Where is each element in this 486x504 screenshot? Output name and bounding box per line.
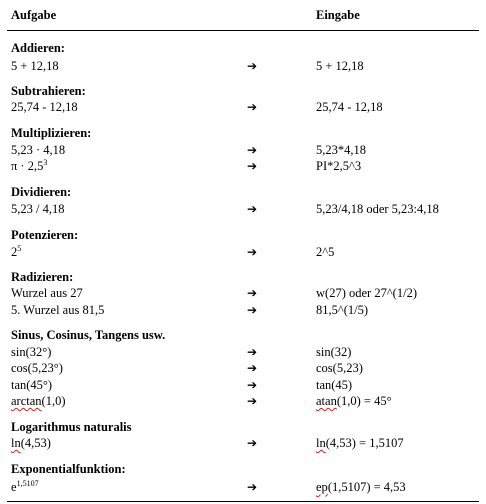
table-row	[0, 244, 486, 260]
table-row	[0, 302, 486, 318]
input-cell: 2^5	[316, 245, 335, 259]
section-title: Multiplizieren:	[11, 126, 92, 140]
section-title: Sinus, Cosinus, Tangens usw.	[11, 328, 166, 342]
input-rest: (1,0) = 45°	[336, 394, 392, 408]
arrow-icon: ➔	[247, 100, 258, 114]
input-cell: PI*2,5^3	[316, 159, 362, 173]
section-title-row	[0, 184, 486, 200]
section-title: Logarithmus naturalis	[11, 420, 132, 434]
table-row	[0, 142, 486, 158]
arrow-icon: ➔	[247, 361, 258, 375]
table-row	[0, 58, 486, 74]
header-input: Eingabe	[316, 8, 360, 22]
input-cell: 5,23/4,18 oder 5,23:4,18	[316, 202, 439, 216]
section-title-row	[0, 269, 486, 285]
input-cell: 25,74 - 12,18	[316, 100, 383, 114]
section-title: Subtrahieren:	[11, 84, 86, 98]
task-cell	[11, 393, 65, 409]
input-cell: 81,5^(1/5)	[316, 303, 369, 317]
table-row	[0, 360, 486, 376]
table-row	[0, 201, 486, 217]
input-cell: tan(45)	[316, 378, 353, 392]
section-title-row	[0, 83, 486, 99]
task-cell: 5. Wurzel aus 81,5	[11, 303, 105, 317]
table-row	[0, 435, 486, 451]
header-task: Aufgabe	[11, 8, 57, 22]
input-cell: 5 + 12,18	[316, 59, 364, 73]
table-row	[0, 99, 486, 115]
task-cell: 5,23 · 4,18	[11, 143, 66, 157]
task-cell: tan(45°)	[11, 378, 53, 392]
input-cell: 5,23*4,18	[316, 143, 366, 157]
section-title-row	[0, 40, 486, 56]
task-exponent: 3	[43, 158, 48, 167]
arrow-icon: ➔	[247, 436, 258, 450]
input-cell	[316, 435, 404, 451]
task-base: 2	[11, 245, 18, 259]
section-title: Dividieren:	[11, 185, 72, 199]
task-cell: sin(32°)	[11, 345, 52, 359]
task-rest: (1,0)	[41, 394, 66, 408]
section-title-row	[0, 227, 486, 243]
task-cell	[11, 479, 39, 495]
section-title: Exponentialfunktion:	[11, 462, 126, 476]
spellcheck-word: arctan	[11, 394, 42, 408]
section-title-row	[0, 125, 486, 141]
table-row	[0, 158, 486, 174]
arrow-icon: ➔	[247, 143, 258, 157]
section-title: Addieren:	[11, 41, 65, 55]
input-cell	[316, 393, 392, 409]
spellcheck-word: atan	[316, 394, 337, 408]
spellcheck-word: ln	[11, 436, 21, 450]
section-title-row	[0, 461, 486, 477]
arrow-icon: ➔	[247, 303, 258, 317]
table-row	[0, 344, 486, 360]
table-row	[0, 285, 486, 301]
section-title-row	[0, 327, 486, 343]
task-cell: cos(5,23°)	[11, 361, 63, 375]
table-row	[0, 377, 486, 393]
task-cell: 5 + 12,18	[11, 59, 59, 73]
arrow-icon: ➔	[247, 286, 258, 300]
task-cell: 25,74 - 12,18	[11, 100, 78, 114]
header-rule	[7, 30, 479, 31]
arrow-icon: ➔	[247, 202, 258, 216]
arrow-icon: ➔	[247, 394, 258, 408]
input-cell	[316, 479, 406, 495]
spellcheck-word: ep	[316, 480, 328, 494]
task-cell: Wurzel aus 27	[11, 286, 83, 300]
arrow-icon: ➔	[247, 378, 258, 392]
arrow-icon: ➔	[247, 159, 258, 173]
task-base: π · 2,5	[11, 159, 44, 173]
task-rest: (4,53)	[20, 436, 51, 450]
task-cell	[11, 158, 47, 174]
task-base: e	[11, 480, 17, 494]
table-row	[0, 393, 486, 409]
arrow-icon: ➔	[247, 345, 258, 359]
input-cell: sin(32)	[316, 345, 352, 359]
input-rest: (4,53) = 1,5107	[325, 436, 404, 450]
arrow-icon: ➔	[247, 480, 258, 494]
section-title-row	[0, 419, 486, 435]
arrow-icon: ➔	[247, 245, 258, 259]
task-cell	[11, 435, 51, 451]
task-cell	[11, 244, 21, 260]
section-title: Potenzieren:	[11, 228, 79, 242]
table-row	[0, 479, 486, 495]
task-cell: 5,23 / 4,18	[11, 202, 65, 216]
input-rest: (1,5107) = 4,53	[327, 480, 406, 494]
spellcheck-word: ln	[316, 436, 326, 450]
task-exponent: 1,5107	[16, 479, 39, 488]
section-title: Radizieren:	[11, 270, 74, 284]
task-exponent: 5	[17, 244, 22, 253]
input-cell: cos(5,23)	[316, 361, 363, 375]
arrow-icon: ➔	[247, 59, 258, 73]
bottom-rule	[7, 501, 479, 502]
input-cell: w(27) oder 27^(1/2)	[316, 286, 417, 300]
